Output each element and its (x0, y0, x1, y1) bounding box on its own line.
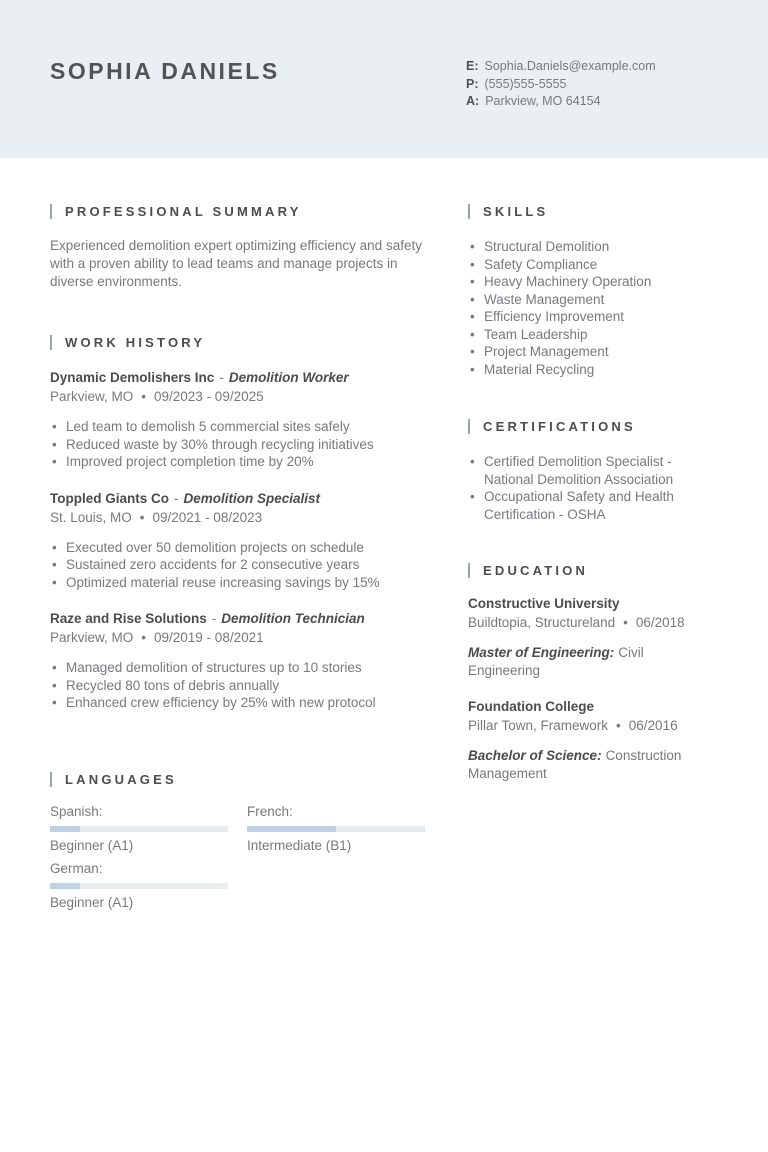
section-pipe-icon (50, 772, 52, 787)
job-bullet: • Executed over 50 demolition projects on schedule (50, 539, 430, 557)
job-entry (50, 491, 430, 592)
school-date: 06/2016 (628, 718, 678, 733)
degree-line (468, 747, 718, 782)
degree-field: Construction Management (468, 748, 682, 781)
summary-title: PROFESSIONAL SUMMARY (65, 204, 302, 219)
colon-separator: : (609, 645, 615, 660)
education-entry (468, 596, 718, 679)
company-name: Dynamic Demolishers Inc (50, 370, 215, 385)
job-bullet: • Recycled 80 tons of debris annually (50, 677, 430, 695)
certifications-heading (468, 419, 718, 434)
school-meta-line (468, 718, 718, 734)
section-pipe-icon (468, 419, 470, 434)
skills-title: SKILLS (483, 204, 549, 219)
certification-item: • Certified Demolition Specialist - National Demolition Association (468, 453, 718, 488)
section-work-history (50, 335, 430, 712)
dot-separator: • (141, 630, 147, 645)
skill-item: • Project Management (468, 343, 718, 361)
language-item (50, 804, 228, 853)
job-location: Parkview, MO (50, 630, 134, 645)
dot-separator: • (139, 509, 145, 525)
section-pipe-icon (468, 204, 470, 219)
header-band (0, 0, 768, 158)
job-location: Parkview, MO (50, 389, 134, 404)
job-bullet-list (50, 659, 430, 712)
job-dates: 09/2021 - 08/2023 (152, 509, 263, 525)
address-value: Parkview, MO 64154 (485, 94, 601, 108)
school-date: 06/2018 (635, 615, 685, 630)
skill-item: • Material Recycling (468, 361, 718, 379)
degree-line (468, 644, 718, 679)
degree-name: Master of Engineering (468, 645, 610, 660)
certifications-list (468, 453, 718, 523)
dot-separator: • (141, 389, 147, 404)
job-location: St. Louis, MO (50, 509, 132, 525)
dash-separator: - (211, 611, 217, 626)
language-progress-fill (247, 826, 336, 832)
skills-list (468, 238, 718, 378)
language-name: French: (247, 803, 293, 819)
section-education (468, 563, 718, 782)
job-bullet: • Enhanced crew efficiency by 25% with new protocol (50, 694, 430, 712)
work-title: WORK HISTORY (65, 335, 206, 350)
job-dates: 09/2023 - 09/2025 (154, 389, 264, 404)
address-label: A: (466, 94, 480, 108)
job-bullet: • Managed demolition of structures up to 10 stories (50, 659, 430, 677)
contact-address-row (466, 93, 656, 111)
languages-heading (50, 772, 430, 787)
contact-email-row (466, 58, 656, 76)
school-location: Buildtopia, Structureland (468, 615, 616, 630)
summary-heading (50, 204, 430, 219)
job-title-line (50, 370, 430, 386)
email-label: E: (466, 59, 479, 73)
colon-separator: : (597, 748, 602, 763)
language-grid (50, 804, 430, 918)
job-title-line (50, 611, 430, 627)
section-pipe-icon (50, 335, 52, 350)
skill-item: • Team Leadership (468, 326, 718, 344)
language-level: Beginner (A1) (50, 894, 134, 910)
job-role: Demolition Worker (228, 370, 349, 385)
email-value: Sophia.Daniels@example.com (484, 59, 656, 73)
section-languages (50, 772, 430, 918)
language-name: German: (50, 860, 103, 876)
work-heading (50, 335, 430, 350)
degree-field: Civil Engineering (468, 645, 644, 678)
education-title: EDUCATION (483, 563, 589, 578)
section-skills (468, 204, 718, 378)
job-dates: 09/2019 - 08/2021 (154, 630, 264, 645)
left-column (50, 158, 430, 918)
school-location: Pillar Town, Framework (468, 718, 609, 733)
language-item (247, 804, 425, 853)
skill-item: • Efficiency Improvement (468, 308, 718, 326)
certifications-title: CERTIFICATIONS (483, 419, 636, 434)
job-title-line (50, 491, 430, 507)
contact-phone-row (466, 76, 656, 94)
language-progress-track (247, 826, 425, 832)
company-name: Toppled Giants Co (50, 490, 169, 506)
language-level: Intermediate (B1) (247, 837, 352, 853)
job-meta-line (50, 630, 430, 646)
person-name: SOPHIA DANIELS (50, 58, 280, 84)
language-item (50, 861, 228, 910)
phone-value: (555)555-5555 (484, 76, 567, 91)
languages-title: LANGUAGES (65, 771, 177, 787)
language-progress-fill (50, 883, 80, 889)
school-name: Constructive University (468, 596, 620, 611)
education-entry (468, 699, 718, 782)
skill-item: • Waste Management (468, 291, 718, 309)
contact-info (466, 58, 656, 111)
section-professional-summary (50, 204, 430, 291)
job-bullet: • Sustained zero accidents for 2 consecutive years (50, 556, 430, 574)
dash-separator: - (219, 370, 224, 385)
job-bullet: • Reduced waste by 30% through recycling initiatives (50, 436, 430, 454)
job-bullet: • Optimized material reuse increasing savings by 15% (50, 574, 430, 592)
language-level: Beginner (A1) (50, 837, 134, 853)
job-bullet-list (50, 418, 430, 471)
job-entry (50, 370, 430, 471)
school-meta-line (468, 615, 718, 631)
degree-name: Bachelor of Science (468, 748, 598, 763)
job-meta-line (50, 389, 430, 405)
resume-body (0, 158, 768, 918)
dot-separator: • (623, 615, 628, 630)
section-pipe-icon (50, 204, 52, 219)
job-role: Demolition Specialist (183, 490, 321, 506)
section-certifications (468, 419, 718, 523)
job-bullet: • Improved project completion time by 20% (50, 453, 430, 471)
school-name: Foundation College (468, 699, 594, 714)
job-entry (50, 611, 430, 712)
right-column (468, 158, 718, 782)
job-role: Demolition Technician (221, 611, 365, 626)
job-meta-line (50, 510, 430, 526)
skill-item: • Safety Compliance (468, 256, 718, 274)
dot-separator: • (616, 718, 621, 733)
section-pipe-icon (468, 563, 470, 578)
skills-heading (468, 204, 718, 219)
skill-item: • Heavy Machinery Operation (468, 273, 718, 291)
language-progress-track (50, 826, 228, 832)
company-name: Raze and Rise Solutions (50, 611, 207, 626)
dash-separator: - (174, 490, 179, 506)
language-name: Spanish: (50, 803, 103, 819)
education-heading (468, 563, 718, 578)
certification-item: • Occupational Safety and Health Certification - OSHA (468, 488, 718, 523)
job-bullet-list (50, 539, 430, 592)
phone-label: P: (466, 76, 479, 91)
language-progress-track (50, 883, 228, 889)
skill-item: • Structural Demolition (468, 238, 718, 256)
summary-text: Experienced demolition expert optimizing efficiency and safety with a proven ability to lead teams and manage projects in diverse environments. (50, 238, 422, 289)
language-progress-fill (50, 826, 80, 832)
job-bullet: • Led team to demolish 5 commercial sites safely (50, 418, 430, 436)
